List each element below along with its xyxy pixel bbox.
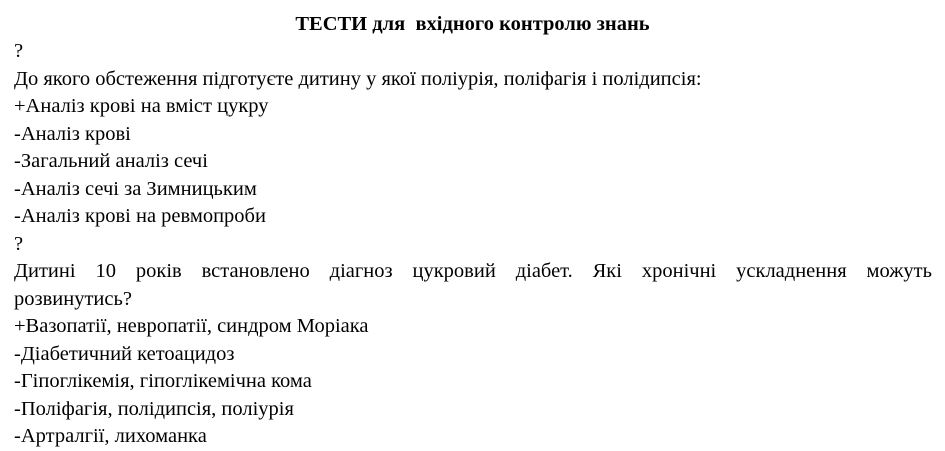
question-text: До якого обстеження підготуєте дитину у якої поліурія, поліфагія і полідипсія:	[14, 67, 702, 90]
answer-option: -Аналіз сечі за Зимницьким	[14, 177, 257, 200]
answer-option: +Вазопатії, невропатії, синдром Моріака	[14, 315, 369, 337]
question-text-line-2: розвинутись?	[14, 287, 132, 310]
document-title: ТЕСТИ для вхідного контролю знань	[295, 13, 650, 35]
answer-option: +Аналіз крові на вміст цукру	[14, 95, 269, 117]
answer-option: -Загальний аналіз сечі	[14, 150, 208, 172]
answer-option: -Артралгії, лихоманка	[14, 425, 207, 447]
document-body	[14, 38, 932, 451]
question-marker: ?	[14, 232, 24, 255]
answer-option: -Діабетичний кетоацидоз	[14, 342, 235, 365]
answer-option: -Аналіз крові на ревмопроби	[14, 205, 266, 227]
question-2	[14, 231, 932, 451]
answer-option: -Поліфагія, полідипсія, поліурія	[14, 397, 294, 420]
answer-option: -Аналіз крові	[14, 122, 131, 145]
question-marker: ?	[14, 40, 24, 62]
question-1	[14, 38, 932, 231]
answer-option: -Гіпоглікемія, гіпоглікемічна кома	[14, 370, 312, 392]
question-text-line-1: Дитині 10 років встановлено діагноз цукровий діабет. Які хронічні ускладнення можуть	[14, 260, 932, 282]
